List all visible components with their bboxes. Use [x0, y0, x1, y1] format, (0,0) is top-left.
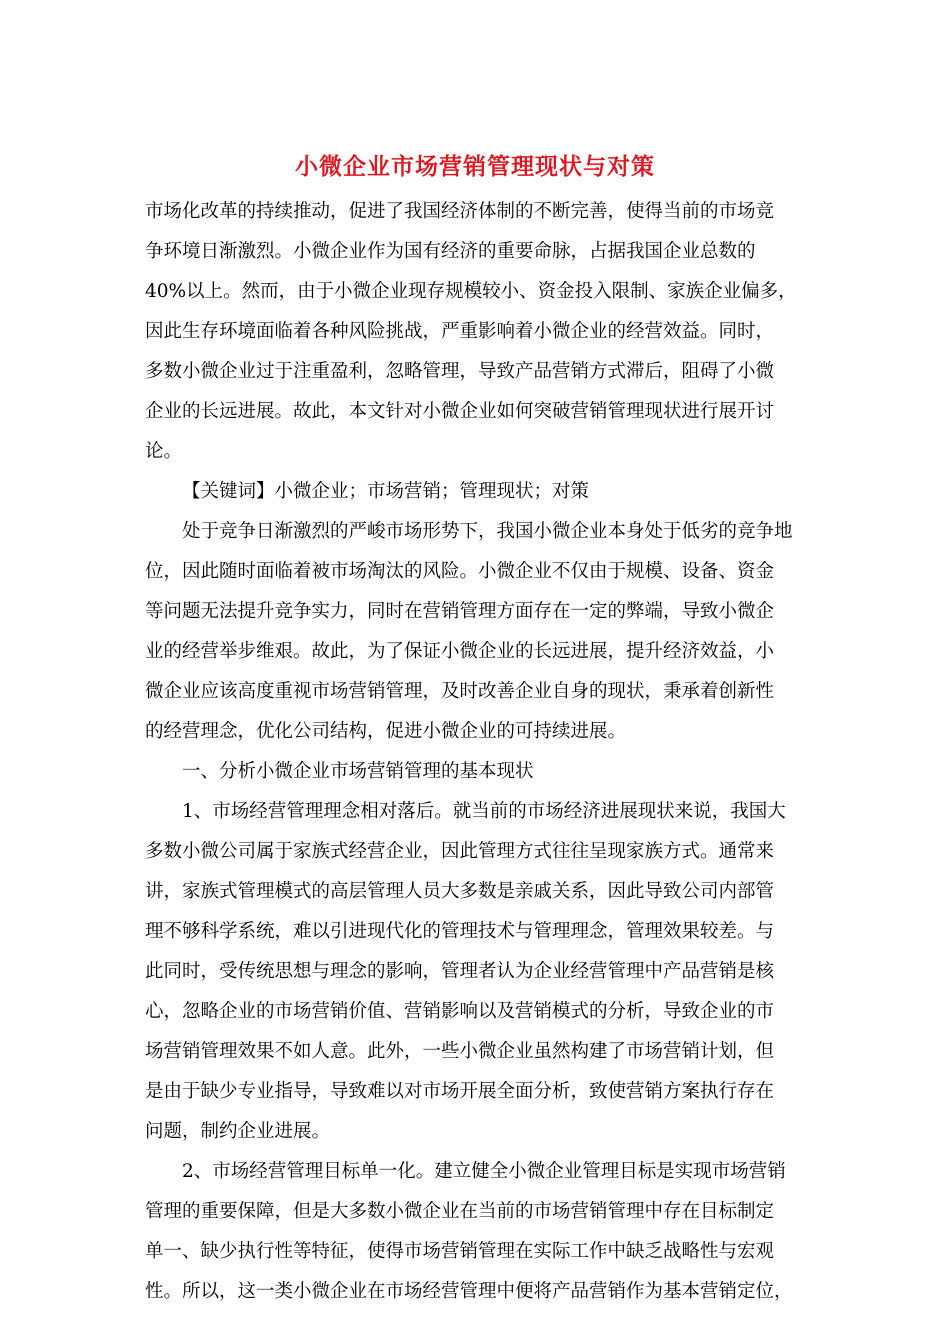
text-line: 论。 — [145, 441, 183, 462]
text-line: 单一、缺少执行性等特征，使得市场营销管理在实际工作中缺乏战略性与宏观 — [145, 1241, 775, 1262]
text-line: 争环境日渐激烈。小微企业作为国有经济的重要命脉，占据我国企业总数的 — [145, 241, 756, 262]
text-line: 心，忽略企业的市场营销价值、营销影响以及营销模式的分析，导致企业的市 — [145, 1001, 775, 1022]
text-line: 市场化改革的持续推动，促进了我国经济体制的不断完善，使得当前的市场竞 — [145, 201, 775, 222]
text-line: 1、市场经营管理理念相对落后。就当前的市场经济进展现状来说，我国大 — [182, 801, 786, 822]
text-line: 多数小微企业过于注重盈利，忽略管理，导致产品营销方式滞后，阻碍了小微 — [145, 361, 775, 382]
text-line: 微企业应该高度重视市场营销管理，及时改善企业自身的现状，秉承着创新性 — [145, 681, 775, 702]
text-line: 性。所以，这一类小微企业在市场经营管理中便将产品营销作为基本营销定位， — [145, 1281, 793, 1302]
text-line: 场营销管理效果不如人意。此外，一些小微企业虽然构建了市场营销计划，但 — [145, 1041, 775, 1062]
text-line: 的经营理念，优化公司结构，促进小微企业的可持续进展。 — [145, 721, 627, 742]
text-line: 一、分析小微企业市场营销管理的基本现状 — [182, 761, 534, 782]
text-line: 问题，制约企业进展。 — [145, 1121, 331, 1142]
text-line: 业的经营举步维艰。故此，为了保证小微企业的长远进展，提升经济效益，小 — [145, 641, 775, 662]
text-line: 位，因此随时面临着被市场淘汰的风险。小微企业不仅由于规模、设备、资金 — [145, 561, 775, 582]
document-title: 小微企业市场营销管理现状与对策 — [295, 153, 655, 180]
text-line: 因此生存环境面临着各种风险挑战，严重影响着小微企业的经营效益。同时， — [145, 321, 775, 342]
text-line: 【关键词】小微企业；市场营销；管理现状；对策 — [182, 481, 590, 502]
text-line: 处于竞争日渐激烈的严峻市场形势下，我国小微企业本身处于低劣的竞争地 — [182, 521, 793, 542]
text-line: 2、市场经营管理目标单一化。建立健全小微企业管理目标是实现市场营销 — [182, 1161, 786, 1182]
text-line: 管理的重要保障，但是大多数小微企业在当前的市场营销管理中存在目标制定 — [145, 1201, 775, 1222]
text-line: 等问题无法提升竞争实力，同时在营销管理方面存在一定的弊端，导致小微企 — [145, 601, 775, 622]
text-line: 此同时，受传统思想与理念的影响，管理者认为企业经营管理中产品营销是核 — [145, 961, 775, 982]
text-line: 是由于缺少专业指导，导致难以对市场开展全面分析，致使营销方案执行存在 — [145, 1081, 775, 1102]
text-line: 理不够科学系统，难以引进现代化的管理技术与管理理念，管理效果较差。与 — [145, 921, 775, 942]
text-line: 讲，家族式管理模式的高层管理人员大多数是亲戚关系，因此导致公司内部管 — [145, 881, 775, 902]
text-line: 40%以上。然而，由于小微企业现存规模较小、资金投入限制、家族企业偏多， — [145, 281, 797, 302]
text-line: 多数小微公司属于家族式经营企业，因此管理方式往往呈现家族方式。通常来 — [145, 841, 775, 862]
text-line: 企业的长远进展。故此，本文针对小微企业如何突破营销管理现状进行展开讨 — [145, 401, 775, 422]
document-body — [145, 192, 807, 1312]
